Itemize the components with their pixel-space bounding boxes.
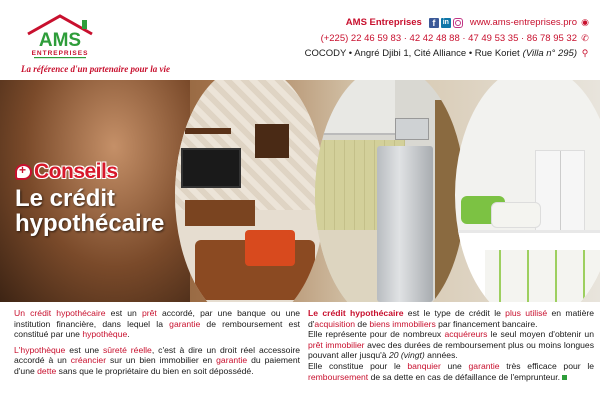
company-name: AMS Entreprises xyxy=(345,17,422,28)
text-run: est une xyxy=(65,344,103,355)
article-column-left xyxy=(14,308,300,382)
highlighted-term: Un crédit hypothécaire xyxy=(14,308,106,318)
text-run: , c'est à dire un droit réel accessoire accordé à un xyxy=(14,344,301,366)
highlighted-term: biens immobiliers xyxy=(369,318,436,329)
text-run: Elle constitue pour le xyxy=(308,360,408,371)
logo-text: AMS xyxy=(38,30,82,51)
paragraph-usage xyxy=(308,308,594,329)
website-link[interactable]: www.ams-entreprises.pro xyxy=(469,17,577,28)
text-run: est un xyxy=(105,308,142,318)
article-body xyxy=(0,302,600,400)
conseils-badge xyxy=(15,160,118,184)
highlighted-term: prêt immobilier xyxy=(308,339,365,350)
hero-title-line2: hypothécaire xyxy=(15,210,165,237)
paragraph-acquereurs xyxy=(308,329,594,361)
text-run: de sa dette en cas de défaillance de l'emprunteur. xyxy=(368,371,560,382)
highlighted-term: garantie xyxy=(169,318,201,329)
address: COCODY • Angré Djibi 1, Cité Alliance • Rue Koriet xyxy=(304,48,520,59)
phone-icon: ✆ xyxy=(581,32,589,43)
hero-title xyxy=(15,186,164,236)
highlighted-term: garantie xyxy=(216,355,248,366)
highlighted-term: acquéreurs xyxy=(444,329,488,340)
highlighted-term: hypothèque xyxy=(82,329,128,340)
hero-title-line1: Le crédit xyxy=(15,185,116,212)
fridge-image xyxy=(377,146,433,302)
paragraph-banquier xyxy=(308,361,594,382)
contact-block xyxy=(270,15,590,62)
highlighted-term: L'hypothèque xyxy=(14,344,66,355)
text-run: sur un bien immobilier en xyxy=(106,355,217,366)
text-run: . xyxy=(127,329,130,340)
text-run: Elle représente pour de nombreux xyxy=(308,329,445,340)
instagram-icon[interactable] xyxy=(453,18,463,28)
text-run: du paiement d'une xyxy=(14,355,300,376)
text-run: de remboursement est constitué par une xyxy=(14,318,301,340)
text-run: sans que le propriétaire du bien en soit dépossédé. xyxy=(56,365,254,376)
text-run: en matière d' xyxy=(308,308,594,329)
highlighted-term: créancier xyxy=(70,355,107,366)
ams-logo[interactable] xyxy=(20,14,100,62)
header xyxy=(0,0,600,80)
hero-banner xyxy=(0,80,600,302)
paragraph-definition xyxy=(14,308,300,340)
contact-line-address xyxy=(270,46,590,62)
kitchen-photo xyxy=(315,80,465,302)
map-pin-icon: ⚲ xyxy=(581,48,589,58)
text-run: le seul moyen d'obtenir un xyxy=(487,329,594,340)
text-run: accordé, par une banque ou une institution financière, dans lequel la xyxy=(14,308,301,329)
text-run: très efficace pour le xyxy=(499,360,595,371)
text-run: de xyxy=(355,318,370,329)
highlighted-term: remboursement xyxy=(308,371,369,382)
contact-line-phone xyxy=(270,31,590,47)
text-run: par financement bancaire. xyxy=(435,318,538,329)
logo-subtext: ENTREPRISES xyxy=(31,50,89,57)
phone-numbers[interactable]: (+225) 22 46 59 83 · 42 42 48 88 · 47 49 53 35 · 86 78 95 32 xyxy=(320,32,577,44)
article-column-right xyxy=(308,308,594,382)
linkedin-icon[interactable]: in xyxy=(442,18,449,26)
text-run: est le type de crédit le xyxy=(403,308,506,318)
highlighted-term: banquier xyxy=(407,360,441,371)
text-run: avec des durées de remboursement plus ou moins longues pouvant aller jusqu'à xyxy=(308,339,594,361)
text-run: une xyxy=(440,360,469,371)
conseils-label: Conseils xyxy=(34,160,118,183)
highlighted-term: plus utilisé xyxy=(505,308,548,318)
paragraph-hypotheque xyxy=(14,345,300,377)
highlighted-term: prêt xyxy=(142,308,157,318)
tv-image xyxy=(181,148,241,188)
contact-line-web xyxy=(270,15,590,31)
advice-bubble-icon xyxy=(15,164,32,180)
highlighted-term: garantie xyxy=(468,360,500,371)
text-run: années. xyxy=(424,350,458,361)
slogan: La référence d'un partenaire pour la vie xyxy=(21,64,170,74)
highlighted-term: acquisition xyxy=(314,318,356,329)
end-marker-icon xyxy=(562,375,567,380)
living-room-photo xyxy=(175,80,325,302)
highlighted-term: sûreté réelle xyxy=(102,344,152,355)
highlighted-term: dette xyxy=(37,365,57,376)
globe-icon: ◉ xyxy=(581,17,589,27)
highlighted-term: 20 (vingt) xyxy=(388,350,425,361)
house-roof-icon xyxy=(20,14,100,60)
social-links xyxy=(429,18,463,28)
address-villa: (Villa n° 295) xyxy=(522,48,577,59)
bedroom-photo xyxy=(455,80,600,302)
facebook-icon[interactable]: f xyxy=(429,18,439,28)
highlighted-term: Le crédit hypothécaire xyxy=(308,308,404,318)
